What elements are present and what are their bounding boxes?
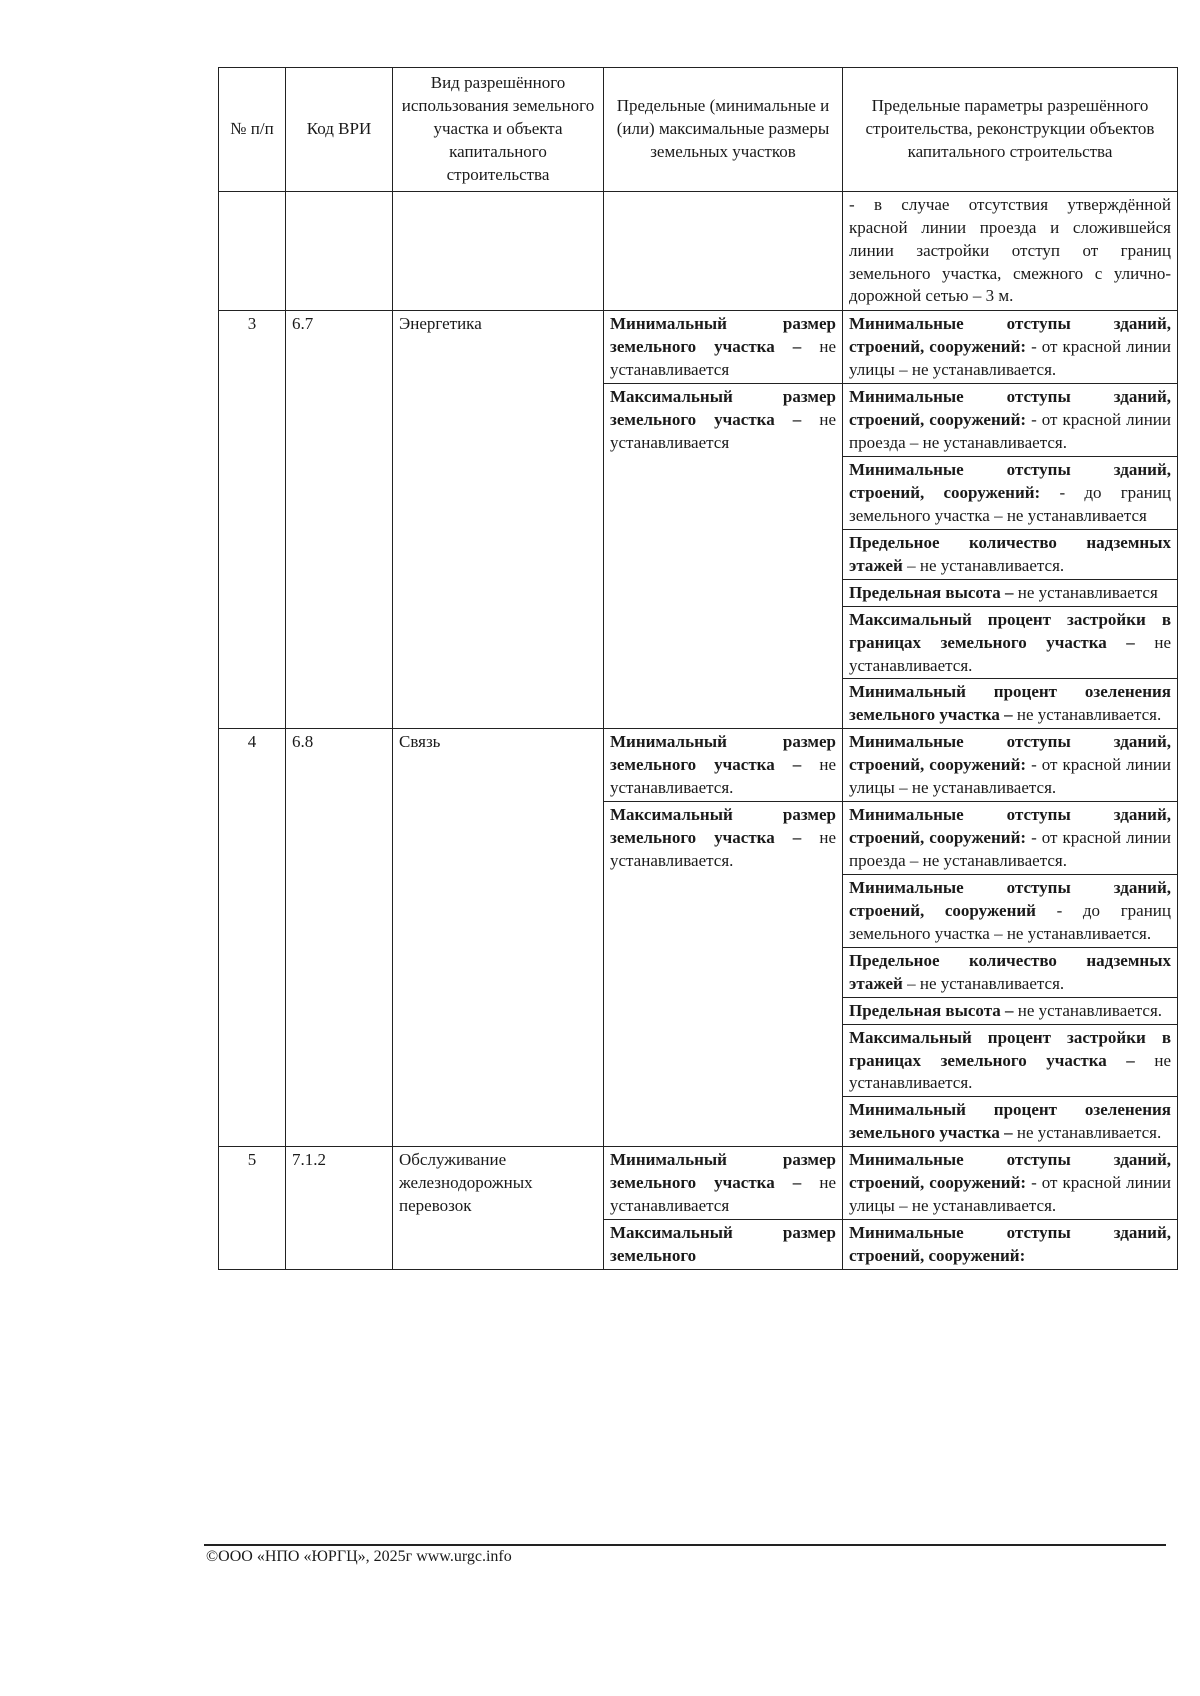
- row-sizes: [604, 1147, 843, 1270]
- row-num: 3: [219, 311, 286, 729]
- param-cell: [843, 948, 1177, 998]
- row-sizes: [604, 729, 843, 1147]
- row-num: 5: [219, 1147, 286, 1270]
- cell-text: не устанавливается.: [610, 755, 836, 798]
- size-cell: [604, 384, 842, 456]
- param-cell: [843, 1025, 1177, 1098]
- cell-heading: Минимальный процент озеленения земельного участка –: [849, 1100, 1171, 1143]
- cell-text: – не устанавливается.: [907, 555, 1065, 575]
- param-cell: [843, 580, 1177, 607]
- cell-heading: Минимальные отступы зданий, строений, сооружений:: [849, 732, 1171, 775]
- cell-text: - до границ земельного участка – не устанавливается: [849, 482, 1172, 525]
- header-code: Код ВРИ: [286, 68, 393, 192]
- param-cell: [843, 530, 1177, 580]
- cell-text: не устанавливается.: [1017, 1000, 1163, 1020]
- row-use: Связь: [393, 729, 604, 1147]
- row-use: Энергетика: [393, 311, 604, 729]
- param-cell: [843, 998, 1177, 1025]
- cell-text: не устанавливается.: [849, 632, 1172, 675]
- cell-text: - от красной линии улицы – не устанавливается.: [849, 755, 1171, 798]
- param-cell: [843, 679, 1177, 728]
- cell-heading: Предельное количество надземных этажей: [849, 950, 1171, 993]
- header-params: Предельные параметры разрешённого строительства, реконструкции объектов капитального строительства: [843, 68, 1178, 192]
- param-cell: [843, 729, 1177, 802]
- cell-text: не устанавливается: [610, 337, 836, 380]
- cell-text: не устанавливается: [1017, 582, 1158, 602]
- param-cell: [843, 1220, 1177, 1269]
- cell-heading: Предельное количество надземных этажей: [849, 532, 1171, 575]
- zoning-table: [218, 67, 1178, 1270]
- cell-heading: Максимальный процент застройки в границах земельного участка –: [849, 609, 1171, 652]
- header-num: № п/п: [219, 68, 286, 192]
- cell-text: - от красной линии проезда – не устанавливается.: [849, 828, 1171, 870]
- row-num: 4: [219, 729, 286, 1147]
- cell-heading: Минимальные отступы зданий, строений, сооружений:: [849, 387, 1171, 430]
- footer-divider: [204, 1544, 1166, 1546]
- row-use: Обслуживание железнодорожных перевозок: [393, 1147, 604, 1270]
- row-code: 7.1.2: [286, 1147, 393, 1270]
- cell-heading: Минимальный процент озеленения земельного участка –: [849, 682, 1171, 725]
- size-cell: [604, 1220, 842, 1269]
- cell-heading: Максимальный размер земельного участка –: [610, 805, 836, 848]
- cell-text: не устанавливается.: [610, 828, 836, 870]
- param-cell: [843, 311, 1177, 384]
- param-cell: [843, 607, 1177, 680]
- cell-heading: Минимальные отступы зданий, строений, сооружений:: [849, 460, 1171, 502]
- cell-text: - от красной линии улицы – не устанавливается.: [849, 337, 1171, 380]
- cell-text: не устанавливается: [610, 1173, 836, 1216]
- cell-text: - от красной линии улицы – не устанавливается.: [849, 1173, 1171, 1216]
- row-params: [843, 729, 1178, 1147]
- cell-text: – не устанавливается.: [907, 973, 1065, 993]
- cell-text: - от красной линии проезда – не устанавливается.: [849, 410, 1171, 453]
- size-cell: [604, 1147, 842, 1220]
- cell-heading: Предельная высота –: [849, 1000, 1014, 1020]
- cell-heading: Предельная высота –: [849, 582, 1014, 602]
- cell-heading: Максимальный размер земельного участка –: [610, 387, 836, 430]
- cell-heading: Минимальный размер земельного участка –: [610, 1150, 836, 1193]
- cell-heading: Минимальные отступы зданий, строений, сооружений: [849, 877, 1171, 920]
- param-cell: [843, 802, 1177, 875]
- param-cell: [843, 1147, 1177, 1220]
- cell-heading: Минимальные отступы зданий, строений, сооружений:: [849, 1223, 1171, 1265]
- row-params: [843, 1147, 1178, 1270]
- cell-text: не устанавливается.: [849, 1050, 1172, 1093]
- cell-heading: Минимальный размер земельного участка –: [610, 732, 836, 775]
- continuation-row: [219, 191, 1178, 311]
- header-sizes: Предельные (минимальные и (или) максимальные размеры земельных участков: [604, 68, 843, 192]
- table-row: [219, 311, 1178, 729]
- cell-heading: Минимальные отступы зданий, строений, сооружений:: [849, 314, 1171, 357]
- cell-heading: Минимальные отступы зданий, строений, сооружений:: [849, 1150, 1171, 1193]
- cell-text: не устанавливается.: [1016, 1123, 1162, 1143]
- cell-text: - до границ земельного участка – не устанавливается.: [849, 900, 1172, 943]
- cell-text: не устанавливается.: [1016, 705, 1162, 725]
- param-cell: [843, 875, 1177, 948]
- table-row: [219, 1147, 1178, 1270]
- size-cell: [604, 311, 842, 384]
- param-cell: [843, 1097, 1177, 1146]
- cell-heading: Максимальный размер земельного: [610, 1223, 836, 1265]
- continuation-text: - в случае отсутствия утверждённой красной линии проезда и сложившейся линии застройки отступ от границ земельного участка, смежного с улично-дорожной сетью – 3 м.: [843, 191, 1178, 311]
- param-cell: [843, 457, 1177, 530]
- param-cell: [843, 384, 1177, 457]
- row-code: 6.8: [286, 729, 393, 1147]
- cell-heading: Минимальный размер земельного участка –: [610, 314, 836, 357]
- table-row: [219, 729, 1178, 1147]
- size-cell: [604, 729, 842, 802]
- cell-text: не устанавливается: [610, 410, 836, 453]
- size-cell: [604, 802, 842, 874]
- row-params: [843, 311, 1178, 729]
- row-sizes: [604, 311, 843, 729]
- footer-copyright: ©ООО «НПО «ЮРГЦ», 2025г www.urgc.info: [206, 1548, 512, 1565]
- row-code: 6.7: [286, 311, 393, 729]
- cell-heading: Минимальные отступы зданий, строений, сооружений:: [849, 805, 1171, 848]
- header-use: Вид разрешённого использования земельного участка и объекта капитального строительства: [393, 68, 604, 192]
- table-header-row: [219, 68, 1178, 192]
- cell-heading: Максимальный процент застройки в границах земельного участка –: [849, 1027, 1171, 1070]
